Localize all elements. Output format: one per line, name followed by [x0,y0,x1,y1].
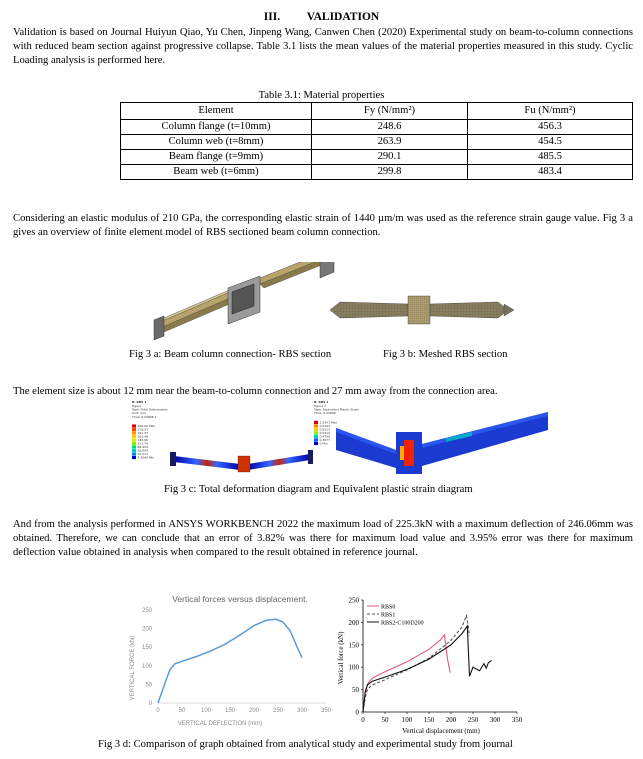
ansys-info-line: Figure 2 [314,404,327,408]
chart-right-series-line [363,626,492,712]
chart-left-background [120,588,338,728]
ansys-legend-label: 4.3549 Min [137,455,155,460]
ansys-legend-label: 0 Min [319,441,328,446]
ansys-legend-label: 136.66 [137,438,148,443]
ansys-legend-swatch [314,424,318,427]
ansys-legend-swatch [132,452,136,455]
ansys-legend-swatch [132,442,136,445]
table-cell: 263.9 [312,135,468,150]
chart-left-x-tick: 150 [224,708,236,714]
fig-3c-plastic-strain [312,398,552,482]
chart-left-title: Vertical forces versus displacement. [172,594,308,604]
chart-right-x-tick: 150 [423,716,435,724]
paragraph-element-size: The element size is about 12 mm near the beam-to-column connection and 27 mm away from the connection area. [13,386,498,397]
chart-right-x-tick: 250 [467,716,479,724]
ansys-legend-label: 0.4798 [319,434,330,439]
fig-3b-caption: Fig 3 b: Meshed RBS section [383,349,508,360]
chart-right-x-tick: 350 [511,716,523,724]
chart-right-legend-label: RBS2-C100D200 [381,620,424,627]
ansys-legend-swatch [132,445,136,448]
chart-right-ylabel: Vertical force (kN) [337,631,345,685]
chart-left-x-tick: 0 [156,708,160,714]
ansys-legend-swatch [314,442,318,445]
table-header-fy: Fy (N/mm²) [312,103,468,120]
ansys-legend-label: 86.924 [137,445,148,450]
chart-left-y-tick: 100 [141,663,152,670]
table-row [121,120,633,135]
ansys-legend-swatch [314,421,318,424]
chart-left-y-tick: 250 [141,608,152,614]
paragraph-intro: Validation is based on Journal Huiyun Qiao, Yu Chen, Jinpeng Wang, Canwen Chen (2020) Experimental study on beam-to-column connections with reduced beam section against progressive collapse. Table 3.1 lists the mean values of the material properties measured in this study. Cyclic Loading analysis is performed here. [13,27,633,66]
table-cell: 485.5 [468,150,633,165]
chart-right-y-tick: 200 [348,618,359,627]
ansys-legend-swatch [132,431,136,434]
section-number: III. [263,11,281,23]
table-row [121,135,633,150]
table-cell: Beam web (t=6mm) [121,165,312,180]
fig-3c-caption: Fig 3 c: Total deformation diagram and Equivalent plastic strain diagram [164,484,473,495]
chart-right-x-tick: 100 [401,716,413,724]
table-header-fu: Fu (N/mm²) [468,103,633,120]
ansys-legend-swatch [314,438,318,441]
chart-right-legend-label: RBS1 [381,612,396,619]
ansys-legend-label: 0.5312 [319,431,330,435]
chart-right-y-tick: 250 [348,596,359,605]
fig-3c-total-deformation [130,398,315,480]
ansys-info-line: Time: 0.00898 s [132,414,157,419]
fig-3d-experimental-chart [337,594,527,736]
table-cell: 248.6 [312,120,468,135]
ansys-legend-label: 1.0347 Max [319,420,338,425]
ansys-legend-swatch [132,449,136,452]
ansys-legend-swatch [132,456,136,459]
table-cell: 454.5 [468,135,633,150]
chart-left-x-tick: 300 [296,708,308,714]
chart-right-legend-label: RBS0 [381,604,396,611]
ansys-legend-swatch [314,435,318,438]
fig-3d-caption: Fig 3 d: Comparison of graph obtained from analytical study and experimental study from journal [98,739,513,750]
ansys-legend-label: 0.6213 [319,427,330,432]
chart-right-x-tick: 300 [489,716,501,724]
ansys-legend-label: 163.48 [137,434,148,439]
chart-left-y-tick: 200 [141,626,152,633]
ansys-info-line: Type: Equivalent Plastic Strain [314,407,360,412]
ansys-info-line: Type: Total Deformation [132,407,168,412]
ansys-info-line: Time: 0.00898 [314,411,336,416]
chart-left-x-tick: 250 [272,708,284,714]
chart-right-xlabel: Vertical displacement (mm) [402,727,480,735]
ansys-legend-swatch [314,428,318,431]
ansys-legend-label: 0.9192 [319,424,330,428]
table-cell: 290.1 [312,150,468,165]
paragraph-strain: Considering an elastic modulus of 210 GPa, the corresponding elastic strain of 1440 µm/m was used as the reference strain gauge value. Fig 3 a gives an overview of finite element model of RBS sectioned beam column connection. [13,213,633,238]
paragraph-results: And from the analysis performed in ANSYS WORKBENCH 2022 the maximum load of 225.3kN with a maximum deflection of 246.06mm was obtained. Therefore, we can conclude that an error of 3.82% was there for maximum load value and 3.95% error was there for maximum deflection value obtained in analysis when compared to the result obtained in reference journal. [13,519,633,558]
ansys-legend-swatch [314,431,318,434]
table-cell: Column web (t=8mm) [121,135,312,150]
chart-right-y-tick: 0 [355,708,359,717]
table-header-element: Element [121,103,312,120]
chart-right-y-tick: 150 [348,641,359,650]
chart-right-y-tick: 100 [348,663,359,672]
section-heading [0,10,643,24]
chart-left-y-tick: 150 [141,645,152,652]
chart-right-x-tick: 200 [445,716,457,724]
table-cell: 483.4 [468,165,633,180]
table-cell: 456.3 [468,120,633,135]
chart-right-x-tick: 50 [381,716,389,724]
fig-3a-beam-column-model [150,262,340,342]
table-row [121,165,633,180]
ansys-info-line: Unit: mm [132,411,146,416]
ansys-legend-label: 31.211 [137,452,148,457]
ansys-legend-swatch [132,438,136,441]
ansys-left-title: B: RBS 1 [132,400,147,404]
chart-right-y-tick: 50 [352,686,359,695]
material-properties-table [120,102,633,180]
chart-left-y-tick: 50 [145,682,152,689]
chart-left-x-tick: 200 [248,708,260,714]
fig-3d-analytical-chart [120,588,338,728]
table-cell: Column flange (t=10mm) [121,120,312,135]
ansys-legend-label: 191.37 [137,431,148,436]
chart-left-x-tick: 350 [320,708,332,714]
ansys-legend-label: 219.21 [137,427,148,432]
chart-left-xlabel: VERTICAL DEFLECTION (mm) [177,721,263,727]
table-cell: Beam flange (t=9mm) [121,150,312,165]
chart-left-ylabel: VERTICAL FORCE (kN) [130,635,136,701]
ansys-legend-label: 246.06 Max [137,424,156,429]
chart-right-series-line [363,616,470,712]
section-title: VALIDATION [306,11,380,23]
chart-right-series-line [363,635,450,712]
fig-3b-meshed-model [328,290,518,330]
ansys-legend-swatch [132,428,136,431]
table-cell: 299.8 [312,165,468,180]
ansys-legend-swatch [132,424,136,427]
fig-3a-caption: Fig 3 a: Beam column connection- RBS section [129,349,332,360]
chart-right-x-tick: 0 [361,716,365,724]
chart-left-y-tick: 0 [148,701,152,707]
chart-left-x-tick: 50 [178,708,186,714]
ansys-legend-swatch [132,435,136,438]
chart-left-x-tick: 100 [200,708,212,714]
ansys-legend-label: 56.069 [137,448,148,453]
table-row [121,150,633,165]
ansys-legend-label: 111.78 [137,441,148,446]
ansys-legend-label: 0.3677 [319,438,330,442]
table-caption: Table 3.1: Material properties [258,90,385,101]
ansys-right-title: B: RBS 1 [314,400,329,404]
ansys-info-line: Figure [132,404,142,408]
